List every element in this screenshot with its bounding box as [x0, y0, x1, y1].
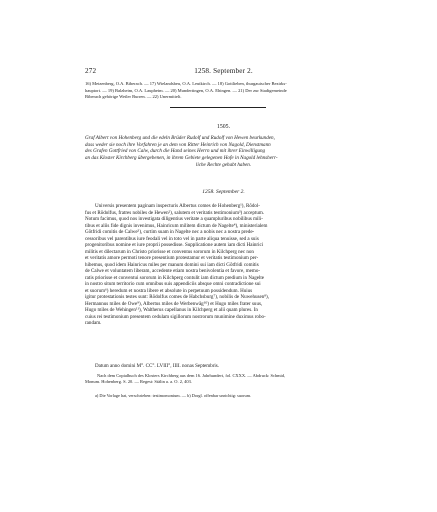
charter-line: randam.: [85, 320, 102, 327]
source-line: Nach dem Copialbuch des Klosters Kirchberg aus dem 16. Jahrhundert, fol. CXXX. — Abdruck: Schmid,: [97, 373, 286, 378]
charter-line: igitur protestationis testes sunt: Rŏdolfus comes de Habchsburg⁷), nobilis de Nuwehusen⁸),: [85, 294, 269, 301]
summary-line: liche Rechte gehabt haben.: [195, 161, 252, 168]
charter-line: in nostro situm territorio cum omnibus suis appendiciis absque omni contradictione sui: [85, 281, 261, 288]
charter-line: Hugo miles de Wehingen¹¹), Waltherus capellanus in Kilchperg et alii quam plures. In: [85, 307, 258, 314]
charter-line: Hermannus miles de Owe⁹), Albertus miles de Werbenwâg¹⁰) et Hugo miles frater suus,: [85, 300, 263, 307]
footnote-line: Biberach gehörige Weiler Burren. — 22) Unermittelt.: [85, 94, 182, 100]
charter-dating-clause: Datum anno domini M°. CC°. LVIII°, IIII. nonas Septembris.: [95, 363, 220, 369]
footnote-line: 16) Metzenberg, O.A. Biberach. — 17) Wielandsbeu, O.A. Leutkirch. — 18) Gottlieben, thurgauischer Bezirks-: [85, 81, 287, 86]
charter-line: cuius rei testimonium presentem cedulam sigillorum nostrorum munimine duximus robo-: [85, 313, 266, 320]
charter-text: [85, 203, 362, 327]
charter-line: hibemus, quod idem Hainricus miles per manum domini sui iam dicti Gŏtfridi comitis: [85, 261, 259, 268]
summary-line: an das Kloster Kirchberg übergebenen, in ihrem Gebiete gelegenen Hofe in Nagold lehnsherr-: [85, 155, 278, 162]
footnote-line: hauptort. — 19) Balzheim, O.A. Laupheim. — 20) Mundertingen, O.A. Ehingen. — 21) Der zur Stadtgemeinde: [85, 87, 287, 93]
summary-line: des Grafen Gottfried von Calw, durch die Hand seines Herrn und mit ihrer Einwilligung: [85, 148, 266, 155]
critical-apparatus: a) Die Vorlage hat, verschrieben: testimomonium. — b) Dorgl. offenbar unrichtig: suorum.: [95, 393, 252, 398]
source-note: [85, 373, 362, 386]
document-number: 1505.: [216, 124, 231, 130]
section-divider: [170, 107, 266, 108]
charter-line: cessoribus vel parentibus iure feodali vel in toto vel in parte aliqua tenuisse, sed a suis: [85, 235, 259, 242]
charter-line: Universis presentem paginam inspecturis Albertus comes de Hohenberg¹), Rŏdol-: [95, 203, 260, 209]
source-line: Monum. Hohenberg. S. 20. — Regest: Stälin a. a. O. 2, 403.: [85, 379, 192, 385]
previous-document-footnotes: [85, 81, 362, 101]
charter-line: Notum facimus, quod nos investigata diligentius veritate a quampluribus nobilibus mili-: [85, 216, 263, 223]
summary-line: Graf Albert von Hohenberg und die edeln Brüder Rudolf und Rudolf von Hewen beurkunden,: [85, 135, 275, 141]
charter-line: et suorum⁶) heredum et nostra libere et absolute in perpetuum possidendum. Huius: [85, 287, 253, 294]
page-header: [85, 67, 362, 77]
page-number: 272: [85, 67, 97, 75]
charter-line: militis et dilectarum in Christo priorisse et conventus sororum in Kilchperg nec non: [85, 248, 254, 255]
document-summary: [85, 135, 362, 169]
charter-line: Gŏtfridi comitis de Calwe⁵), curtim suam in Nagelte nec a nobis nec a nostra prede-: [85, 229, 255, 236]
charter-line: ratis priorisse et conventui sororum in Kilchperg contulit iam dictum predium in Nagelte: [85, 274, 265, 281]
running-title: 1258. September 2.: [194, 67, 253, 75]
charter-line: progenitoribus nomine et iure proprii possedisse. Supplicatione autem iam dicti Hainrici: [85, 242, 264, 249]
charter-line: tibus et aliis fide dignis invenimus, Hainricum militem dictum de Nagelte⁴), ministerialem: [85, 222, 268, 229]
charter-line: de Calwe et voluntatem liberam, accedente etiam nostra benivolentia et favore, memo-: [85, 268, 261, 275]
summary-line: dass weder sie noch ihre Vorfahren je an dem von Ritter Heinrich von Nagold, Dienstmann: [85, 141, 271, 148]
charter-line: et veritatis amore permoti tenore presentium protestamur et veritatis testimonium per-: [85, 255, 259, 262]
charter-line: fus et Rŏdolfus, fratres nobiles de Hewen²), salutem et veritatis testimonium³) acceptum.: [85, 209, 265, 216]
document-date: 1258. September 2.: [202, 189, 245, 195]
